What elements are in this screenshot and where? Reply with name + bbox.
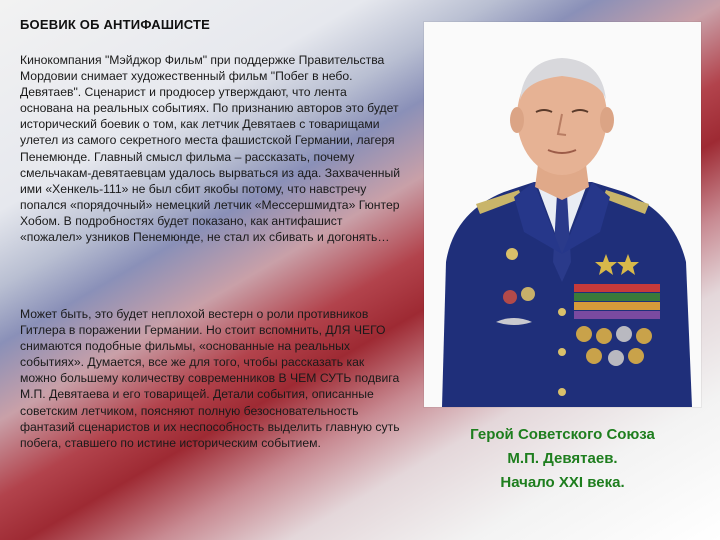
caption-line-1: Герой Советского Союза <box>470 426 655 443</box>
photo-caption <box>430 423 695 495</box>
portrait-photo <box>424 22 701 407</box>
caption-line-3: Начало XXI века. <box>500 474 625 491</box>
paragraph-1: Кинокомпания "Мэйджор Фильм" при поддержке Правительства Мордовии снимает художественный фильм "Побег в небо. Девятаев". Сценарист и продюсер утверждают, что лента основана на реальных событиях. По признанию авторов это будет исторический боевик о том, как летчик Девятаев с товарищами улетел из самого секретного места фашистской Германии, лагеря Пенемюнде. Главный смысл фильма – рассказать, почему смельчакам-девятаевцам удалось вырваться из ада. Захваченный ими «Хенкель-111» не был сбит якобы потому, что навстречу попался «порядочный» немецкий летчик «Мессершмидта» Гюнтер Хобом. В подробностях будет показано, как антифашист «пожалел» узников Пенемюнде, не стал их сбивать и догонять… <box>20 53 401 245</box>
caption-line-2: М.П. Девятаев. <box>507 450 618 467</box>
slide-title: БОЕВИК ОБ АНТИФАШИСТЕ <box>20 17 210 32</box>
paragraph-2: Может быть, это будет неплохой вестерн о роли противников Гитлера в поражении Германии. Но стоит вспомнить, ДЛЯ ЧЕГО снимаются подобные фильмы, «основанные на реальных событиях». Думается, все же для того, чтобы рассказать как можно большему количеству современников В ЧЕМ СУТЬ подвига М.П. Девятаева и его товарищей. Детали события, описанные советским летчиком, поясняют полную безосновательность фантазий сценаристов и их неспособность выделить главную суть побега, ставшего по истине историческим событием. <box>20 307 400 450</box>
veteran-portrait-illustration <box>424 22 701 407</box>
